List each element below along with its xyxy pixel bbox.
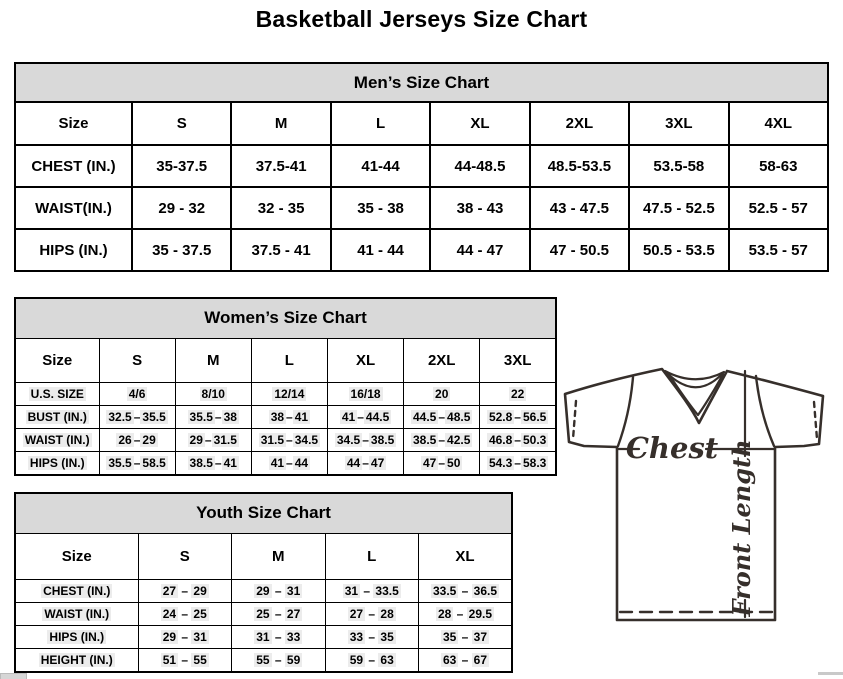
cell-value: 46.8: [488, 432, 513, 447]
cell-value: 63: [442, 652, 457, 667]
cell-value: 44.5: [365, 409, 390, 424]
cell-value: 52.8: [488, 409, 513, 424]
row-label: [15, 428, 99, 451]
cell-value: 29: [189, 432, 203, 447]
cell-value: 33: [286, 629, 301, 644]
cell-value: 28: [380, 606, 394, 621]
cell-value: 28: [437, 606, 452, 621]
table-cell: 38.5 – 42.5: [404, 428, 480, 451]
table-cell: 31 – 33.5: [325, 579, 419, 602]
cell-value: 31: [286, 583, 301, 598]
table-cell: 59 – 63: [325, 648, 419, 672]
size-header-row: [15, 533, 512, 579]
table-cell: 58-63: [729, 145, 828, 187]
table-cell: 47 - 50.5: [530, 229, 629, 271]
table-cell: 33 – 35: [325, 625, 419, 648]
cell-value: 27: [162, 583, 177, 598]
table-cell: 37.5 - 41: [231, 229, 330, 271]
table-cell: 31.5 – 34.5: [251, 428, 327, 451]
cell-value: HEIGHT (IN.): [40, 652, 113, 667]
womens-table: [14, 297, 557, 476]
cell-value: 50.3: [522, 432, 547, 447]
table-cell: 53.5 - 57: [729, 229, 828, 271]
column-header: M: [232, 533, 326, 579]
table-cell: 29 – 31.5: [175, 428, 251, 451]
cell-value: CHEST (IN.): [43, 583, 111, 598]
cell-value: 41: [223, 455, 237, 470]
column-header: 3XL: [480, 338, 556, 382]
table-cell: 33.5 – 36.5: [419, 579, 513, 602]
cell-value: 35.5: [108, 455, 132, 470]
cell-value: 38.5: [370, 432, 395, 447]
row-label: [15, 382, 99, 405]
cell-value: BUST (IN.): [27, 409, 87, 424]
cell-value: U.S. SIZE: [30, 386, 84, 401]
cell-value: 25: [256, 606, 270, 621]
cell-value: 27: [286, 606, 301, 621]
table-cell: 44.5 – 48.5: [404, 405, 480, 428]
cell-value: 41: [294, 409, 309, 424]
cell-value: 35.5: [142, 409, 166, 424]
jersey-measurement-diagram: [554, 358, 839, 628]
table-cell: [99, 382, 175, 405]
column-header: S: [99, 338, 175, 382]
table-cell: 35 - 37.5: [132, 229, 231, 271]
right-cuff-dashed-line: [814, 402, 817, 439]
cell-value: HIPS (IN.): [29, 455, 85, 470]
cell-value: WAIST (IN.): [44, 606, 110, 621]
cell-value: 63: [380, 652, 394, 667]
table-cell: 44 – 47: [327, 451, 403, 475]
table-cell: 25 – 27: [232, 602, 326, 625]
table-cell: 63 – 67: [419, 648, 513, 672]
table-cell: 34.5 – 38.5: [327, 428, 403, 451]
cell-value: 35: [380, 629, 394, 644]
table-cell: 46.8 – 50.3: [480, 428, 556, 451]
table-cell: 26 – 29: [99, 428, 175, 451]
cell-value: 47: [370, 455, 385, 470]
row-label: [15, 625, 138, 648]
table-cell: 35-37.5: [132, 145, 231, 187]
table-cell: 38.5 – 41: [175, 451, 251, 475]
size-column-label: Size: [15, 533, 138, 579]
cell-value: 33: [349, 629, 364, 644]
cell-value: 33.5: [432, 583, 457, 598]
table-cell: 32.5 – 35.5: [99, 405, 175, 428]
column-header: L: [331, 102, 430, 145]
table-cell: 38 – 41: [251, 405, 327, 428]
column-header: S: [132, 102, 231, 145]
table-cell: [251, 382, 327, 405]
cell-value: 24: [162, 606, 177, 621]
table-row: [15, 451, 556, 475]
table-cell: 44-48.5: [430, 145, 529, 187]
table-cell: 52.5 - 57: [729, 187, 828, 229]
cell-value: 29.5: [468, 606, 493, 621]
column-header: L: [251, 338, 327, 382]
table-cell: 37.5-41: [231, 145, 330, 187]
table-cell: 55 – 59: [232, 648, 326, 672]
cell-value: 33.5: [375, 583, 399, 598]
mens-table-title: Men’s Size Chart: [15, 63, 828, 102]
cell-value: 44: [294, 455, 309, 470]
table-cell: [327, 382, 403, 405]
scrollbar-fragment-left[interactable]: [0, 673, 27, 679]
column-header: 2XL: [404, 338, 480, 382]
cell-value: 34.5: [294, 432, 319, 447]
cell-value: 41: [341, 409, 356, 424]
cell-value: 67: [473, 652, 488, 667]
cell-value: 47: [423, 455, 437, 470]
row-label: [15, 602, 138, 625]
cell-value: 4/6: [128, 386, 146, 401]
table-cell: 41 – 44.5: [327, 405, 403, 428]
row-label: [15, 579, 138, 602]
cell-value: 58.3: [522, 455, 547, 470]
table-cell: [480, 382, 556, 405]
cell-value: 38: [270, 409, 285, 424]
column-header: M: [175, 338, 251, 382]
cell-value: 36.5: [473, 583, 498, 598]
cell-value: 16/18: [350, 386, 381, 401]
cell-value: 31: [344, 583, 359, 598]
cell-value: WAIST (IN.): [24, 432, 90, 447]
column-header: 3XL: [629, 102, 728, 145]
youth-table-title: Youth Size Chart: [15, 493, 512, 533]
cell-value: 38.5: [189, 455, 213, 470]
cell-value: 38.5: [413, 432, 437, 447]
table-cell: 41 – 44: [251, 451, 327, 475]
table-cell: 41 - 44: [331, 229, 430, 271]
cell-value: 22: [510, 386, 525, 401]
mens-size-chart-table: [14, 62, 829, 272]
cell-value: 27: [349, 606, 364, 621]
table-cell: 52.8 – 56.5: [480, 405, 556, 428]
youth-table: [14, 492, 513, 673]
cell-value: 8/10: [201, 386, 225, 401]
cell-value: 32.5: [108, 409, 132, 424]
table-row: [15, 187, 828, 229]
table-row: [15, 145, 828, 187]
cell-value: 29: [193, 583, 207, 598]
cell-value: 38: [223, 409, 237, 424]
womens-table-title: Women’s Size Chart: [15, 298, 556, 338]
table-row: [15, 405, 556, 428]
column-header: XL: [430, 102, 529, 145]
cell-value: HIPS (IN.): [49, 629, 105, 644]
cell-value: 44.5: [413, 409, 437, 424]
cell-value: 25: [193, 606, 207, 621]
left-cuff-dashed-line: [573, 401, 576, 439]
table-cell: 27 – 28: [325, 602, 419, 625]
cell-value: 35: [442, 629, 457, 644]
cell-value: 35.5: [189, 409, 213, 424]
cell-value: 34.5: [336, 432, 361, 447]
scrollbar-fragment-right[interactable]: [818, 672, 843, 675]
youth-size-chart-table: [14, 492, 513, 673]
cell-value: 51: [162, 652, 177, 667]
cell-value: 31.5: [260, 432, 285, 447]
table-cell: [404, 382, 480, 405]
cell-value: 31.5: [213, 432, 237, 447]
table-cell: 29 - 32: [132, 187, 231, 229]
column-header: 2XL: [530, 102, 629, 145]
cell-value: 58.5: [142, 455, 166, 470]
table-cell: 38 - 43: [430, 187, 529, 229]
cell-value: 26: [118, 432, 132, 447]
chest-label: Chest: [625, 431, 719, 465]
page-title: Basketball Jerseys Size Chart: [255, 6, 588, 32]
row-label: WAIST(IN.): [15, 187, 132, 229]
cell-value: 54.3: [488, 455, 513, 470]
table-cell: 35.5 – 58.5: [99, 451, 175, 475]
row-label: [15, 405, 99, 428]
table-cell: 41-44: [331, 145, 430, 187]
column-header: XL: [327, 338, 403, 382]
table-row: [15, 579, 512, 602]
cell-value: 42.5: [447, 432, 471, 447]
table-cell: 47 – 50: [404, 451, 480, 475]
column-header: 4XL: [729, 102, 828, 145]
size-column-label: Size: [15, 338, 99, 382]
cell-value: 55: [193, 652, 207, 667]
table-row: [15, 229, 828, 271]
row-label: HIPS (IN.): [15, 229, 132, 271]
cell-value: 59: [286, 652, 301, 667]
table-cell: 50.5 - 53.5: [629, 229, 728, 271]
cell-value: 48.5: [447, 409, 471, 424]
cell-value: 31: [193, 629, 207, 644]
column-header: S: [138, 533, 232, 579]
size-column-label: Size: [15, 102, 132, 145]
cell-value: 41: [270, 455, 285, 470]
table-cell: 47.5 - 52.5: [629, 187, 728, 229]
cell-value: 29: [256, 583, 270, 598]
table-row: [15, 428, 556, 451]
mens-table: [14, 62, 829, 272]
cell-value: 50: [447, 455, 461, 470]
table-row: [15, 382, 556, 405]
column-header: XL: [419, 533, 513, 579]
cell-value: 29: [142, 432, 156, 447]
row-label: [15, 648, 138, 672]
table-cell: 44 - 47: [430, 229, 529, 271]
table-cell: 28 – 29.5: [419, 602, 513, 625]
size-header-row: [15, 338, 556, 382]
cell-value: 31: [256, 629, 270, 644]
table-cell: 32 - 35: [231, 187, 330, 229]
table-row: [15, 648, 512, 672]
table-cell: 35 – 37: [419, 625, 513, 648]
row-label: CHEST (IN.): [15, 145, 132, 187]
cell-value: 55: [256, 652, 270, 667]
cell-value: 20: [435, 386, 449, 401]
table-cell: 29 – 31: [138, 625, 232, 648]
row-label: [15, 451, 99, 475]
table-cell: 54.3 – 58.3: [480, 451, 556, 475]
cell-value: 56.5: [522, 409, 547, 424]
table-cell: 53.5-58: [629, 145, 728, 187]
cell-value: 12/14: [274, 386, 305, 401]
right-armhole-seam: [756, 376, 774, 446]
cell-value: 59: [349, 652, 364, 667]
table-cell: 35.5 – 38: [175, 405, 251, 428]
front-length-label: Front Length: [727, 439, 756, 617]
table-cell: 51 – 55: [138, 648, 232, 672]
table-cell: [175, 382, 251, 405]
table-cell: 43 - 47.5: [530, 187, 629, 229]
table-cell: 27 – 29: [138, 579, 232, 602]
table-cell: 24 – 25: [138, 602, 232, 625]
cell-value: 29: [162, 629, 177, 644]
column-header: L: [325, 533, 419, 579]
womens-size-chart-table: [14, 297, 557, 476]
column-header: M: [231, 102, 330, 145]
table-row: [15, 625, 512, 648]
table-cell: 31 – 33: [232, 625, 326, 648]
table-cell: 29 – 31: [232, 579, 326, 602]
table-cell: 48.5-53.5: [530, 145, 629, 187]
jersey-outline-shape: [565, 369, 823, 620]
cell-value: 37: [473, 629, 488, 644]
table-row: [15, 602, 512, 625]
size-header-row: [15, 102, 828, 145]
table-cell: 35 - 38: [331, 187, 430, 229]
cell-value: 44: [346, 455, 361, 470]
